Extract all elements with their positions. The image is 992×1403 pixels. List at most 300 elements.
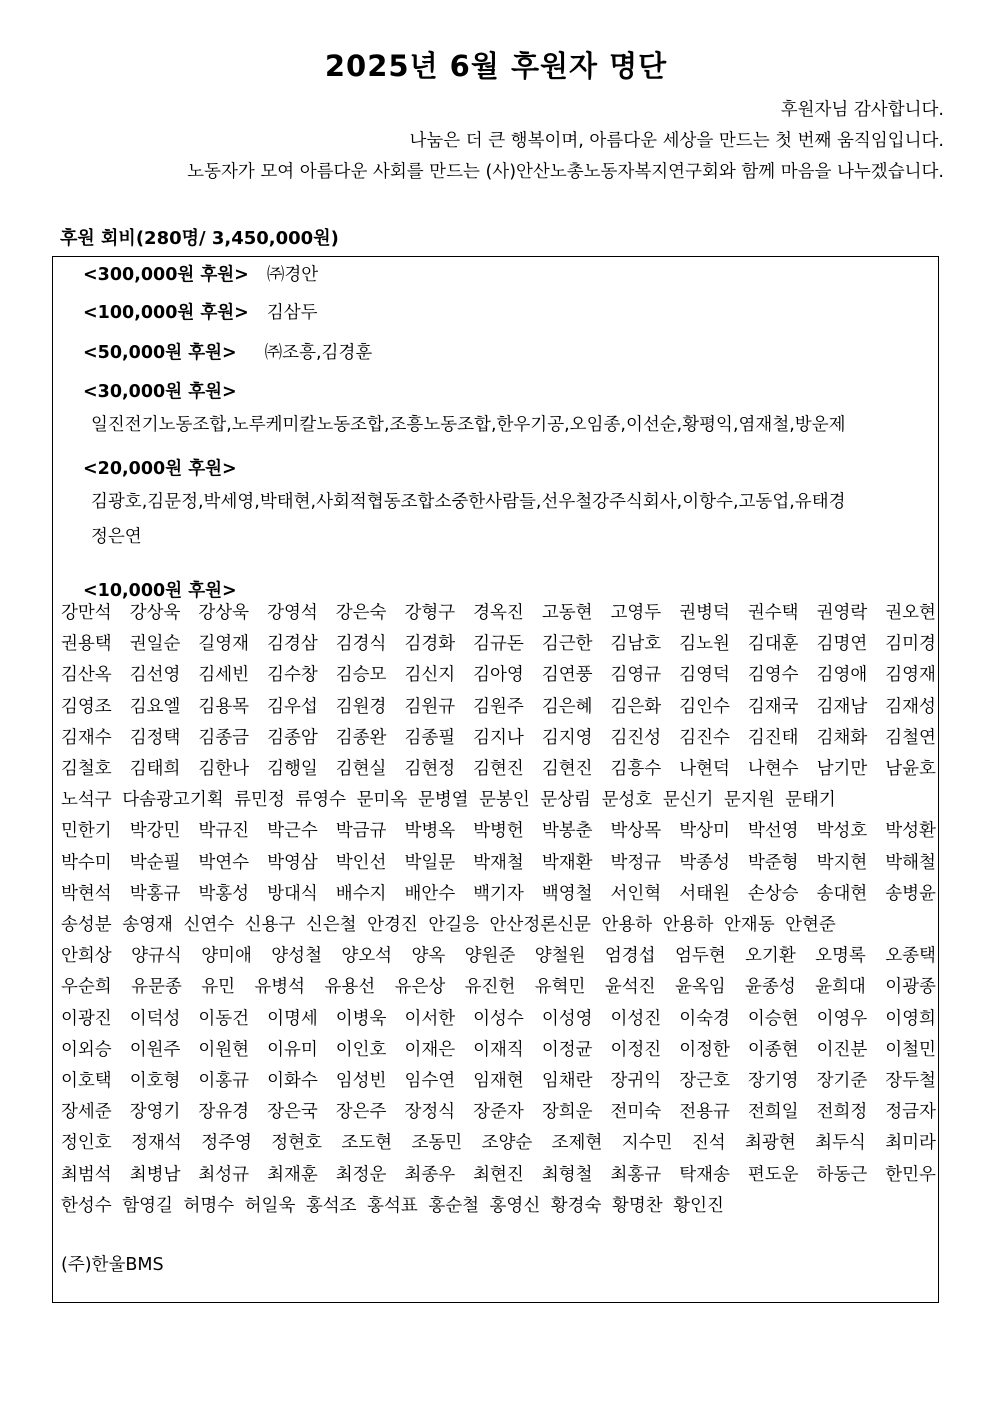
donor-name: 김근한 [541,634,593,655]
donor-name: 류영수 [295,790,347,811]
name-row [61,692,936,723]
donor-name: 김흥수 [610,759,662,780]
donor-name: 최성규 [198,1164,250,1185]
donor-name: 임성빈 [335,1071,387,1092]
intro-line-1: 후원자님 감사합니다. [780,100,944,120]
tier-label: <50,000원 후원> [83,343,237,363]
donor-name: 박규진 [198,821,250,842]
donor-name: 김남호 [610,634,662,655]
donor-name: 장기영 [747,1071,799,1092]
donor-name: 김요엘 [129,696,181,717]
donor-name: 김신지 [404,665,456,686]
donor-name: 김경화 [404,634,456,655]
donor-name: 윤석진 [604,977,656,998]
donor-name: 강은숙 [335,603,387,623]
donor-name: 이덕성 [129,1008,181,1029]
donor-name: 안현준 [785,915,836,936]
donor-name: 이화수 [267,1071,318,1092]
donor-name: 정주영 [201,1133,252,1154]
donor-name: 박일문 [404,852,456,873]
donor-name: 임재현 [473,1071,524,1092]
donor-name: 양오석 [341,946,393,967]
name-row [61,816,936,847]
donor-name: 문상림 [540,790,591,811]
intro-text [44,95,944,188]
donor-name: 유혁민 [534,977,586,998]
donor-name: 박정규 [610,852,662,873]
donor-name: 박상목 [610,821,662,842]
donor-name: 박성호 [816,821,868,842]
donor-name: 강만석 [61,603,112,623]
donor-name: 이정한 [679,1039,730,1060]
donor-name: 전희정 [816,1102,868,1123]
donor-name: 안재동 [723,915,775,936]
donor-name: 문병열 [417,790,469,811]
donor-name: 김수창 [267,665,318,686]
donor-name: 김규돈 [473,634,524,655]
donor-name: 지수민 [621,1133,673,1154]
donor-name: 박재철 [473,852,524,873]
donor-name: 김채화 [816,727,868,748]
donor-name: 남기만 [816,759,868,780]
name-row [61,1066,936,1097]
donor-name: 정현호 [271,1133,322,1154]
donor-name: 박봉춘 [541,821,593,842]
donor-name: 이정균 [541,1039,593,1060]
donor-name: 이호택 [61,1071,112,1092]
donor-name: 이철민 [885,1039,936,1060]
donor-name: 홍순철 [428,1195,480,1216]
donor-name: 김철호 [61,759,112,780]
donor-name: 고동현 [541,603,593,623]
donor-name: 이진분 [816,1039,868,1060]
donor-name: 이성영 [541,1008,593,1029]
donor-name: 김미경 [885,634,936,655]
donor-name: 박근수 [267,821,318,842]
tier-label: <10,000원 후원> [83,581,237,601]
intro-line-3: 노동자가 모여 아름다운 사회를 만드는 (사)안산노총노동자복지연구회와 함께 마음을 나누겠습니다. [187,162,944,182]
donor-name: 허명수 [183,1195,235,1216]
donor-name: 황경숙 [550,1195,602,1216]
donor-name: 문태기 [785,790,836,811]
donor-name: 박지현 [816,852,868,873]
donor-name: 문지원 [723,790,775,811]
donor-name: 김세빈 [198,665,250,686]
donor-name: 엄경섭 [604,946,656,967]
donor-name: 김경식 [335,634,387,655]
donor-name: 김우섭 [267,696,318,717]
donor-name: 조양순 [481,1133,533,1154]
donor-name: 이승현 [747,1008,799,1029]
name-row [61,879,936,910]
donor-list-box [52,256,939,1303]
donor-name: 박강민 [129,821,181,842]
donor-name: 신용구 [244,915,296,936]
name-row [61,1004,936,1035]
donor-name: 김종완 [335,727,387,748]
donor-name: 이종현 [747,1039,799,1060]
name-row [61,972,936,1003]
name-row [61,660,936,691]
donor-name: 권오현 [885,603,936,623]
donor-name: 권병덕 [679,603,730,623]
donor-name: 이홍규 [198,1071,250,1092]
tier-10000-names-grid [61,598,936,1222]
donor-name: 임채란 [541,1071,593,1092]
donor-name: 박병헌 [473,821,524,842]
donor-name: 김은화 [610,696,662,717]
tier-names: 김삼두 [266,303,318,323]
donor-name: 김영조 [61,696,112,717]
donor-name: 안산정론신문 [489,915,591,936]
donor-name: 안용하 [662,915,714,936]
donor-name: 민한기 [61,821,112,842]
donor-name: 박순필 [129,852,181,873]
donor-name: 이광종 [885,977,936,998]
donor-name: 이정진 [610,1039,662,1060]
donor-name: 김노원 [679,634,730,655]
donor-name: 서인혁 [610,883,662,904]
donor-name: 최미라 [885,1133,936,1154]
donor-name: 서태원 [679,883,730,904]
donor-name: 이명세 [267,1008,318,1029]
donor-name: 황명찬 [611,1195,663,1216]
donor-name: 문봉인 [479,790,530,811]
donor-name: 김태희 [129,759,181,780]
donor-name: 양옥 [411,946,446,967]
donor-name: 안용하 [601,915,653,936]
tier-label: <100,000원 후원> [83,303,249,323]
donor-name: 유문종 [131,977,182,998]
donor-name: 손상승 [747,883,799,904]
section-title: 후원 회비(280명/ 3,450,000원) [60,228,339,249]
donor-name: 유병석 [254,977,306,998]
tier-20000-names-line1: 김광호,김문정,박세영,박태현,사회적협동조합소중한사람들,선우철강주식회사,이항수,고동업,유태경 [91,492,846,512]
donor-name: 신연수 [183,915,235,936]
donor-name: 최광현 [745,1133,796,1154]
donor-name: 김재남 [816,696,868,717]
donor-name: 김행일 [267,759,318,780]
donor-name: 최재훈 [267,1164,318,1185]
donor-name: 장두철 [885,1071,936,1092]
donor-name: 장정식 [404,1102,456,1123]
donor-name: 박선영 [747,821,799,842]
donor-name: 권용택 [61,634,112,655]
donor-name: 박재환 [541,852,593,873]
donor-name: 김원규 [404,696,456,717]
donor-name: 이호형 [129,1071,181,1092]
donor-name: 안경진 [367,915,418,936]
name-row [61,629,936,660]
donor-name: 함영길 [122,1195,173,1216]
donor-name: 강형구 [404,603,456,623]
donor-name: 백영철 [541,883,593,904]
donor-name: 박해철 [885,852,936,873]
page-title: 2025년 6월 후원자 명단 [324,49,668,83]
donor-name: 송영재 [122,915,173,936]
donor-name: 최홍규 [610,1164,662,1185]
donor-name: 박병옥 [404,821,456,842]
donor-name: 강상욱 [198,603,250,623]
donor-name: 김용목 [198,696,250,717]
donor-name: 박영삼 [267,852,318,873]
tier-100000 [83,299,318,324]
donor-name: 안길응 [428,915,480,936]
donor-name: 김아영 [473,665,524,686]
donor-name: 박연수 [198,852,250,873]
donor-name: 최형철 [541,1164,593,1185]
name-row [61,941,936,972]
donor-name: 김재국 [747,696,799,717]
tier-names: ㈜조흥,김경훈 [264,343,373,363]
donor-name: 김원경 [335,696,387,717]
donor-name: 김명연 [816,634,868,655]
donor-name: 정재석 [131,1133,182,1154]
donor-name: 김영규 [610,665,662,686]
donor-name: 엄두현 [674,946,726,967]
donor-name: 배수지 [335,883,387,904]
donor-name: 김원주 [473,696,524,717]
donor-name: 나현덕 [679,759,730,780]
donor-name: 박현석 [61,883,112,904]
donor-name: 이유미 [267,1039,318,1060]
donor-name: 박성환 [885,821,936,842]
donor-name: 김인수 [679,696,730,717]
donor-name: 박수미 [61,852,112,873]
donor-name: 이서한 [404,1008,456,1029]
donor-name: 윤옥임 [674,977,726,998]
donor-name: 이영희 [885,1008,936,1029]
name-row [61,1097,936,1128]
donor-name: 이원현 [198,1039,250,1060]
donor-name: 한민우 [885,1164,936,1185]
donor-name: 양철원 [534,946,586,967]
donor-name: 안희상 [61,946,112,967]
tier-30000-names: 일진전기노동조합,노루케미칼노동조합,조흥노동조합,한우기공,오임종,이선순,황평익,염재철,방운제 [91,415,846,435]
tier-label: <30,000원 후원> [83,382,237,402]
donor-name: 윤희대 [815,977,866,998]
donor-name: 다솜광고기획 [122,790,224,811]
donor-name: 김대훈 [747,634,799,655]
donor-name: 김현실 [335,759,387,780]
donor-name: 길영재 [198,634,250,655]
donor-name: 이외승 [61,1039,112,1060]
tier-label: <20,000원 후원> [83,459,237,479]
donor-name: 편도운 [747,1164,799,1185]
donor-name: 박금규 [335,821,387,842]
donor-name: 김진태 [747,727,799,748]
donor-name: 김영재 [885,665,936,686]
donor-name: 박인선 [335,852,387,873]
donor-name: 문성호 [601,790,653,811]
donor-name: 장귀익 [610,1071,662,1092]
name-row [61,1191,936,1222]
intro-line-2: 나눔은 더 큰 행복이며, 아름다운 세상을 만드는 첫 번째 움직임입니다. [409,131,944,151]
donor-name: 오명록 [815,946,866,967]
donor-name: 박홍성 [198,883,250,904]
donor-name: 탁재송 [679,1164,730,1185]
donor-name: 김경삼 [267,634,318,655]
donor-name: 우순희 [61,977,112,998]
donor-name: 한성수 [61,1195,112,1216]
donor-name: 전용규 [679,1102,730,1123]
donor-name: 유용선 [324,977,376,998]
donor-name: 김현진 [473,759,524,780]
donor-name: 김종암 [267,727,318,748]
donor-name: 송대현 [816,883,868,904]
donor-name: 김진수 [679,727,730,748]
donor-name: 문신기 [662,790,714,811]
donor-name: 유민 [201,977,235,998]
donor-name: 임수연 [404,1071,456,1092]
donor-name: 조동민 [411,1133,463,1154]
donor-name: 류민정 [234,790,285,811]
donor-name: 강상욱 [129,603,181,623]
donor-name: 이영우 [816,1008,868,1029]
donor-name: 장희운 [541,1102,593,1123]
donor-name: 송성분 [61,915,112,936]
donor-name: 장준자 [473,1102,524,1123]
donor-name: 양성철 [271,946,322,967]
donor-name: 김진성 [610,727,662,748]
donor-name: 나현수 [747,759,799,780]
donor-name: 송병윤 [885,883,936,904]
name-row [61,723,936,754]
donor-name: 이원주 [129,1039,181,1060]
donor-name: 김현정 [404,759,456,780]
donor-name: 김현진 [541,759,593,780]
donor-name: 권일순 [129,634,181,655]
donor-name: 홍석조 [305,1195,357,1216]
donor-name: 장영기 [129,1102,181,1123]
donor-name: 박종성 [679,852,730,873]
donor-name: 전희일 [747,1102,799,1123]
donor-name: 김연풍 [541,665,593,686]
name-row [61,1035,936,1066]
donor-name: 김철연 [885,727,936,748]
donor-name: 김영덕 [679,665,730,686]
donor-name: 양원준 [464,946,516,967]
donor-name: 하동근 [816,1164,868,1185]
name-row [61,1160,936,1191]
donor-name: 이재은 [404,1039,456,1060]
donor-name: 남윤호 [885,759,936,780]
donor-name: 오기환 [745,946,796,967]
donor-name: 김지나 [473,727,524,748]
donor-name: 최현진 [473,1164,524,1185]
donor-name: 박상미 [679,821,730,842]
donor-name: 배안수 [404,883,456,904]
donor-name: 최정운 [335,1164,387,1185]
tier-20000-names-line2: 정은연 [91,527,142,547]
tier-10000-tail: (주)한울BMS [61,1255,164,1275]
donor-name: 김재수 [61,727,112,748]
donor-name: 조도현 [341,1133,393,1154]
donor-name: 장유경 [198,1102,250,1123]
donor-name: 강영석 [267,603,318,623]
tier-30000 [83,378,237,403]
donor-name: 노석구 [61,790,112,811]
tier-300000 [83,261,318,286]
donor-name: 오종택 [885,946,936,967]
donor-name: 윤종성 [745,977,796,998]
donor-name: 김한나 [198,759,250,780]
tier-label: <300,000원 후원> [83,265,249,285]
donor-name: 신은철 [305,915,357,936]
donor-name: 이숙경 [679,1008,730,1029]
donor-name: 이재직 [473,1039,524,1060]
donor-name: 김영수 [747,665,799,686]
donor-name: 최병남 [129,1164,181,1185]
name-row [61,1128,936,1159]
donor-name: 홍영신 [489,1195,541,1216]
donor-name: 이인호 [335,1039,387,1060]
donor-name: 황인진 [673,1195,724,1216]
donor-name: 문미옥 [356,790,408,811]
donor-name: 전미숙 [610,1102,662,1123]
donor-name: 김영애 [816,665,868,686]
donor-name: 김승모 [335,665,387,686]
tier-50000 [83,339,372,364]
donor-name: 박준형 [747,852,799,873]
donor-name: 최범석 [61,1164,112,1185]
donor-name: 유진헌 [464,977,516,998]
donor-name: 유은상 [394,977,446,998]
donor-name: 권영락 [816,603,868,623]
donor-name: 이성진 [610,1008,662,1029]
donor-name: 진석 [691,1133,726,1154]
donor-name: 장근호 [679,1071,730,1092]
donor-name: 이성수 [473,1008,524,1029]
donor-name: 김지영 [541,727,593,748]
donor-name: 이병욱 [335,1008,387,1029]
donor-name: 최종우 [404,1164,456,1185]
name-row [61,598,936,629]
donor-name: 장은국 [267,1102,318,1123]
donor-name: 이동건 [198,1008,250,1029]
donor-name: 양미애 [201,946,252,967]
donor-name: 최두식 [815,1133,866,1154]
donor-name: 양규식 [131,946,182,967]
donor-name: 김은혜 [541,696,593,717]
donor-name: 장기준 [816,1071,868,1092]
donor-name: 경옥진 [473,603,524,623]
donor-name: 김선영 [129,665,181,686]
donor-name: 김종필 [404,727,456,748]
donor-name: 정인호 [61,1133,112,1154]
name-row [61,785,936,816]
donor-name: 홍석표 [367,1195,418,1216]
donor-name: 장세준 [61,1102,112,1123]
name-row [61,754,936,785]
name-row [61,910,936,941]
donor-name: 조제현 [551,1133,603,1154]
tier-20000 [83,455,237,480]
donor-name: 박홍규 [129,883,181,904]
donor-name: 권수택 [747,603,799,623]
donor-name: 방대식 [267,883,318,904]
name-row [61,848,936,879]
donor-name: 김종금 [198,727,250,748]
donor-name: 이광진 [61,1008,112,1029]
donor-name: 허일욱 [244,1195,296,1216]
donor-name: 백기자 [473,883,524,904]
donor-name: 정금자 [885,1102,936,1123]
donor-name: 장은주 [335,1102,387,1123]
donor-name: 김재성 [885,696,936,717]
tier-names: ㈜경안 [266,265,319,285]
donor-name: 고영두 [610,603,662,623]
